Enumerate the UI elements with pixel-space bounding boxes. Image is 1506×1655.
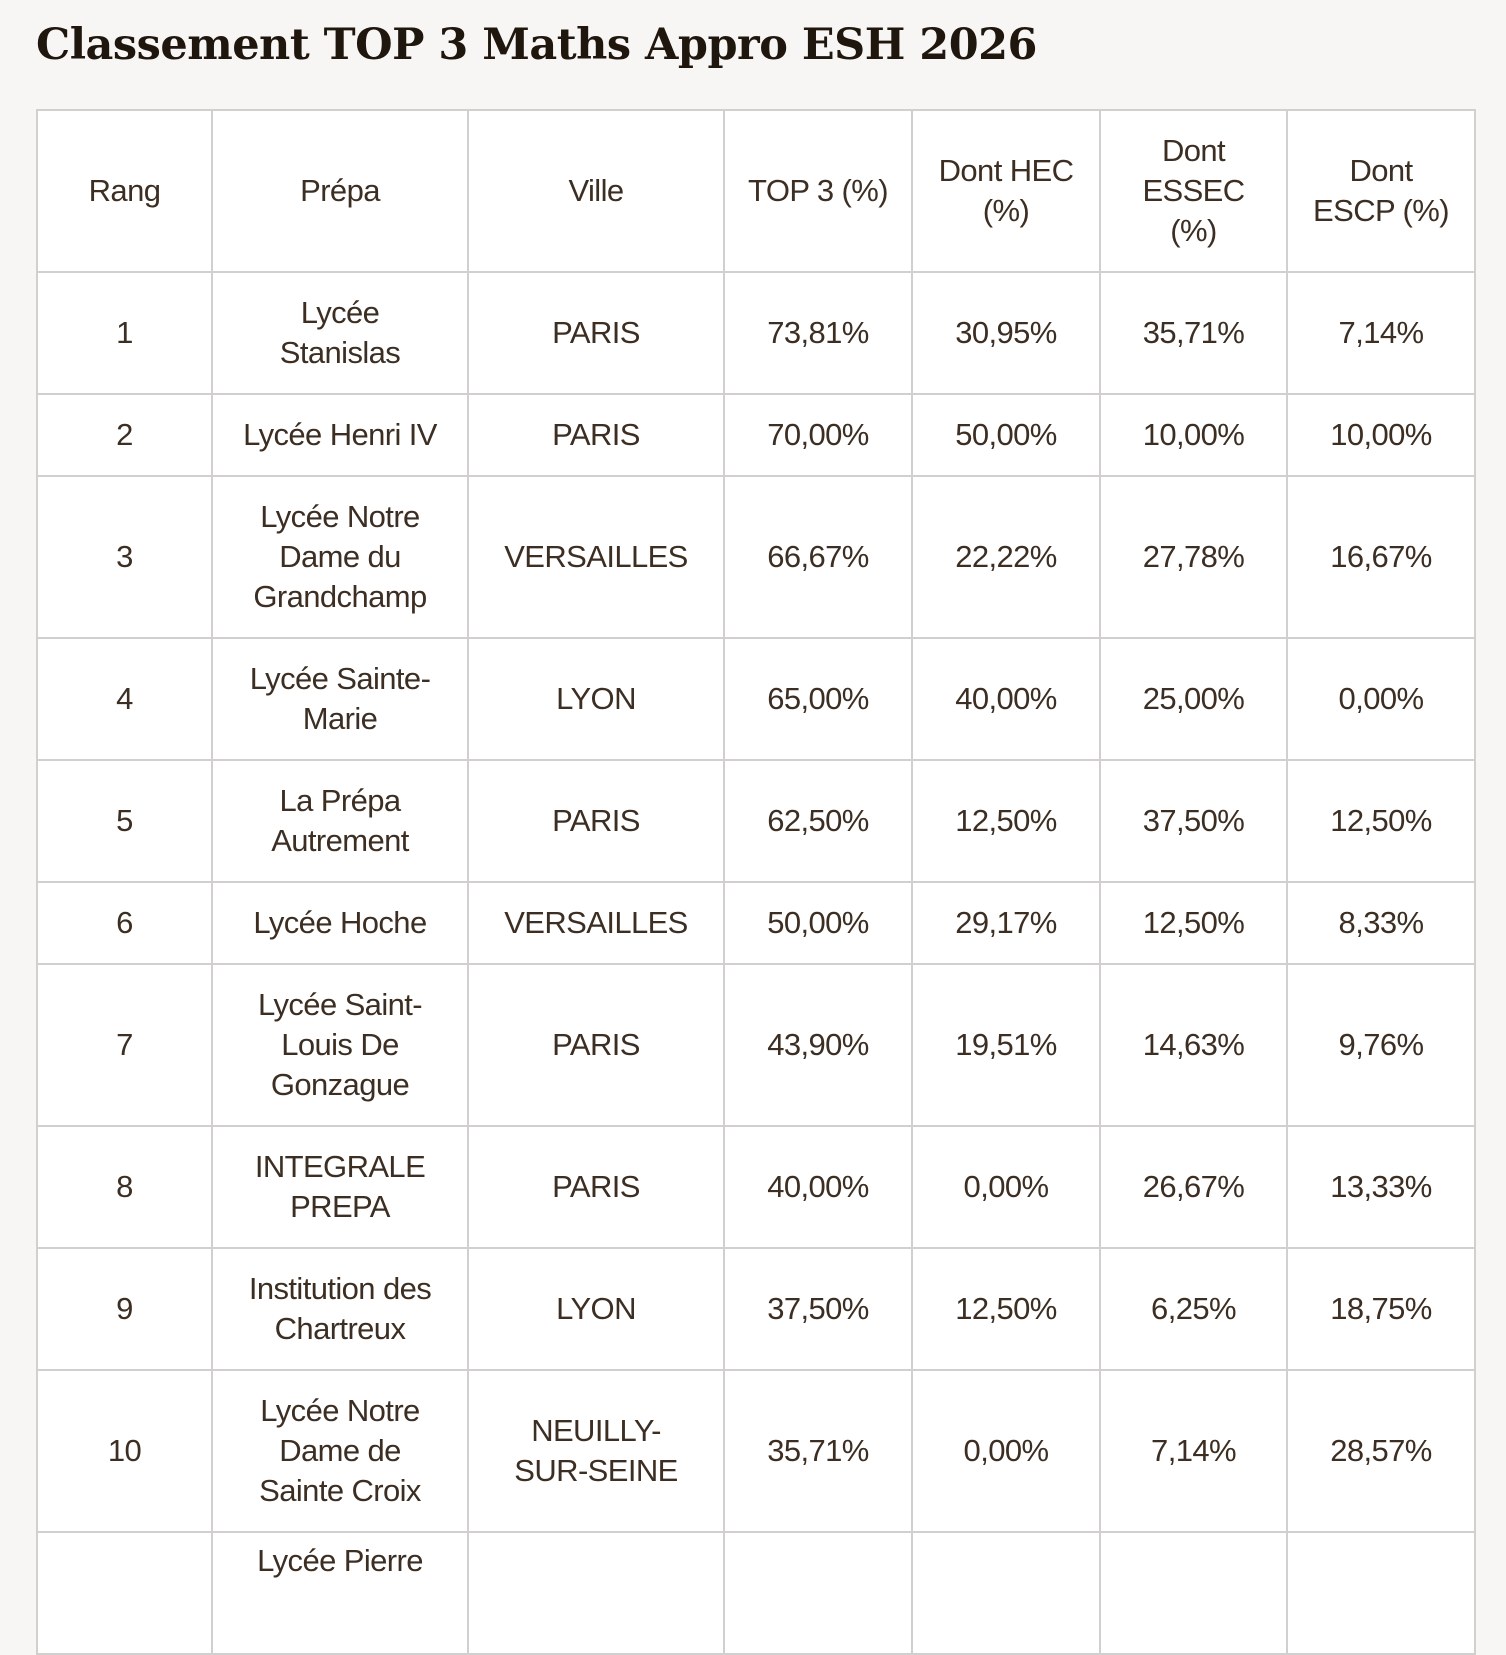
cell-top3: 43,90% [724,964,912,1126]
cell-escp: 10,00% [1287,394,1475,476]
cell-prepa: INTEGRALE PREPA [212,1126,468,1248]
cell-rang: 7 [37,964,212,1126]
cell-ville: LYON [468,638,724,760]
cell-escp: 7,14% [1287,272,1475,394]
cell-rang: 2 [37,394,212,476]
cell-top3: 50,00% [724,882,912,964]
cell-escp: 28,57% [1287,1370,1475,1532]
cell-rang: 4 [37,638,212,760]
cell-essec: 37,50% [1100,760,1287,882]
header-escp[interactable]: Dont ESCP (%) [1287,110,1475,272]
cell-prepa: Lycée Pierre [212,1532,468,1654]
cell-essec: 27,78% [1100,476,1287,638]
cell-prepa: Lycée Sainte-Marie [212,638,468,760]
page-title: Classement TOP 3 Maths Appro ESH 2026 [36,20,1037,70]
cell-rang: 5 [37,760,212,882]
cell-top3: 35,71% [724,1370,912,1532]
cell-hec: 40,00% [912,638,1100,760]
cell-escp: 0,00% [1287,638,1475,760]
cell-essec: 12,50% [1100,882,1287,964]
cell-ville [468,1532,724,1654]
cell-escp: 13,33% [1287,1126,1475,1248]
cell-rang: 1 [37,272,212,394]
cell-prepa: Lycée Notre Dame de Sainte Croix [212,1370,468,1532]
table-row [37,272,1475,394]
cell-hec: 29,17% [912,882,1100,964]
table-row [37,1248,1475,1370]
table-row [37,638,1475,760]
table-row [37,1126,1475,1248]
cell-essec [1100,1532,1287,1654]
cell-hec: 0,00% [912,1370,1100,1532]
cell-top3: 62,50% [724,760,912,882]
cell-prepa: La Prépa Autrement [212,760,468,882]
cell-essec: 35,71% [1100,272,1287,394]
header-hec[interactable]: Dont HEC (%) [912,110,1100,272]
cell-rang: 10 [37,1370,212,1532]
cell-hec: 0,00% [912,1126,1100,1248]
header-ville[interactable]: Ville [468,110,724,272]
cell-hec: 12,50% [912,760,1100,882]
cell-ville: PARIS [468,964,724,1126]
cell-hec: 22,22% [912,476,1100,638]
cell-top3: 66,67% [724,476,912,638]
table-row [37,1370,1475,1532]
cell-top3: 37,50% [724,1248,912,1370]
table-row [37,476,1475,638]
cell-top3: 65,00% [724,638,912,760]
cell-prepa: Institution des Chartreux [212,1248,468,1370]
cell-hec: 30,95% [912,272,1100,394]
cell-ville: VERSAILLES [468,476,724,638]
cell-rang: 9 [37,1248,212,1370]
cell-ville: PARIS [468,1126,724,1248]
cell-prepa: Lycée Hoche [212,882,468,964]
cell-essec: 26,67% [1100,1126,1287,1248]
cell-ville: PARIS [468,272,724,394]
table-row [37,964,1475,1126]
table-row [37,1532,1475,1654]
cell-escp: 9,76% [1287,964,1475,1126]
cell-rang: 6 [37,882,212,964]
header-top3[interactable]: TOP 3 (%) [724,110,912,272]
cell-escp: 12,50% [1287,760,1475,882]
cell-escp: 8,33% [1287,882,1475,964]
cell-ville: NEUILLY-SUR-SEINE [468,1370,724,1532]
cell-ville: PARIS [468,760,724,882]
table-row [37,882,1475,964]
cell-top3: 40,00% [724,1126,912,1248]
cell-essec: 14,63% [1100,964,1287,1126]
cell-hec [912,1532,1100,1654]
cell-essec: 25,00% [1100,638,1287,760]
cell-ville: PARIS [468,394,724,476]
cell-essec: 6,25% [1100,1248,1287,1370]
table-row [37,394,1475,476]
cell-escp [1287,1532,1475,1654]
cell-rang [37,1532,212,1654]
cell-hec: 50,00% [912,394,1100,476]
cell-top3: 70,00% [724,394,912,476]
cell-rang: 3 [37,476,212,638]
header-rang[interactable]: Rang [37,110,212,272]
cell-escp: 16,67% [1287,476,1475,638]
cell-essec: 7,14% [1100,1370,1287,1532]
cell-prepa: Lycée Stanislas [212,272,468,394]
cell-ville: VERSAILLES [468,882,724,964]
cell-prepa: Lycée Notre Dame du Grandchamp [212,476,468,638]
cell-top3 [724,1532,912,1654]
ranking-table [36,109,1476,1655]
cell-escp: 18,75% [1287,1248,1475,1370]
header-essec[interactable]: Dont ESSEC (%) [1100,110,1287,272]
cell-ville: LYON [468,1248,724,1370]
cell-essec: 10,00% [1100,394,1287,476]
cell-prepa: Lycée Henri IV [212,394,468,476]
cell-prepa: Lycée Saint-Louis De Gonzague [212,964,468,1126]
cell-hec: 19,51% [912,964,1100,1126]
table-row [37,760,1475,882]
cell-hec: 12,50% [912,1248,1100,1370]
table-header-row [37,110,1475,272]
cell-top3: 73,81% [724,272,912,394]
cell-rang: 8 [37,1126,212,1248]
header-prepa[interactable]: Prépa [212,110,468,272]
